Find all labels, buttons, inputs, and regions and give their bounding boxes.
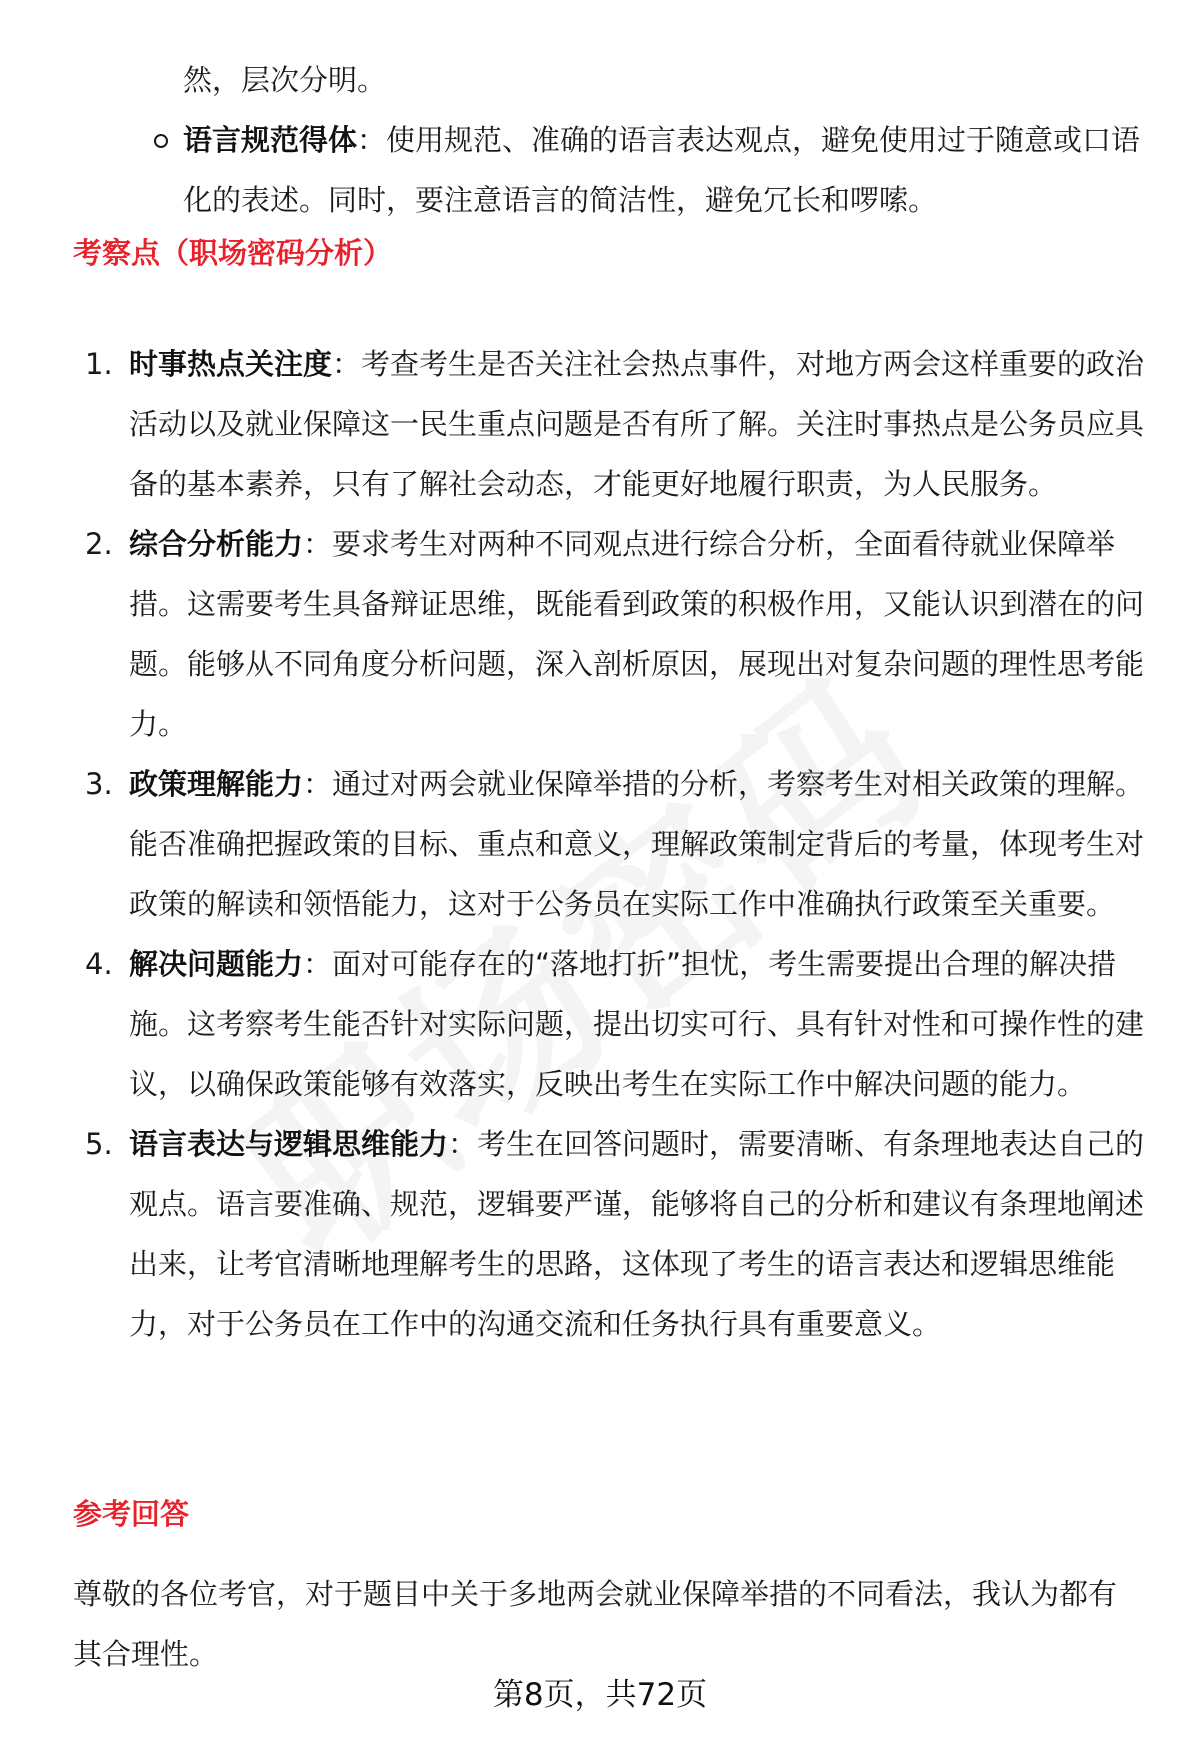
list-item-separator: ： bbox=[448, 1127, 478, 1161]
hollow-circle-bullet-icon bbox=[154, 134, 168, 148]
list-item bbox=[73, 754, 1145, 934]
list-item-body: 要求考生对两种不同观点进行综合分析，全面看待就业保障举措。这需要考生具备辩证思维，既能看到政策的积极作用，又能认识到潜在的问题。能够从不同角度分析问题，深入剖析原因，展现出对复杂问题的理性思考能力。 bbox=[129, 527, 1145, 741]
bullet-body: 使用规范、准确的语言表达观点，避免使用过于随意或口语化的表述。同时，要注意语言的简洁性，避免冗长和啰嗦。 bbox=[183, 123, 1141, 217]
list-item-term: 解决问题能力 bbox=[129, 947, 304, 981]
exam-points-list bbox=[73, 334, 1145, 1354]
bullet-separator: ： bbox=[357, 123, 387, 157]
continuation-text: 然，层次分明。 bbox=[183, 63, 387, 97]
bullet-term: 语言规范得体 bbox=[183, 123, 358, 157]
list-number: 3. bbox=[85, 767, 113, 801]
list-number: 1. bbox=[85, 347, 113, 381]
list-item bbox=[73, 514, 1145, 754]
list-item-body: 面对可能存在的“落地打折”担忧，考生需要提出合理的解决措施。这考察考生能否针对实际问题，提出切实可行、具有针对性和可操作性的建议，以确保政策能够有效落实，反映出考生在实际工作中解决问题的能力。 bbox=[129, 947, 1145, 1101]
answer-paragraph: 尊敬的各位考官，对于题目中关于多地两会就业保障举措的不同看法，我认为都有其合理性。 bbox=[73, 1577, 1118, 1671]
section-heading-reference-answer: 参考回答 bbox=[73, 1497, 190, 1531]
list-item-separator: ： bbox=[303, 527, 333, 561]
list-item-term: 政策理解能力 bbox=[129, 767, 304, 801]
list-item-body: 考生在回答问题时，需要清晰、有条理地表达自己的观点。语言要准确、规范，逻辑要严谨，能够将自己的分析和建议有条理地阐述出来，让考官清晰地理解考生的思路，这体现了考生的语言表达和逻辑思维能力，对于公务员在工作中的沟通交流和任务执行具有重要意义。 bbox=[129, 1127, 1145, 1341]
page-number-footer: 第8页，共72页 bbox=[492, 1677, 708, 1713]
bullet-text bbox=[183, 110, 1145, 230]
list-item-body: 通过对两会就业保障举措的分析，考察考生对相关政策的理解。能否准确把握政策的目标、重点和意义，理解政策制定背后的考量，体现考生对政策的解读和领悟能力，这对于公务员在实际工作中准确执行政策至关重要。 bbox=[129, 767, 1145, 921]
list-item-term: 时事热点关注度 bbox=[129, 347, 333, 381]
list-item bbox=[73, 334, 1145, 514]
list-item-separator: ： bbox=[303, 767, 333, 801]
section-heading-exam-points: 考察点（职场密码分析） bbox=[73, 236, 393, 270]
list-item-term: 综合分析能力 bbox=[129, 527, 304, 561]
list-item-term: 语言表达与逻辑思维能力 bbox=[129, 1127, 449, 1161]
list-number: 2. bbox=[85, 527, 113, 561]
bullet-item bbox=[150, 110, 1145, 230]
list-number: 4. bbox=[85, 947, 113, 981]
list-item-separator: ： bbox=[303, 947, 333, 981]
list-number: 5. bbox=[85, 1127, 113, 1161]
list-item-body: 考查考生是否关注社会热点事件，对地方两会这样重要的政治活动以及就业保障这一民生重点问题是否有所了解。关注时事热点是公务员应具备的基本素养，只有了解社会动态，才能更好地履行职责，为人民服务。 bbox=[129, 347, 1145, 501]
list-item bbox=[73, 1114, 1145, 1354]
list-item-separator: ： bbox=[332, 347, 362, 381]
list-item bbox=[73, 934, 1145, 1114]
